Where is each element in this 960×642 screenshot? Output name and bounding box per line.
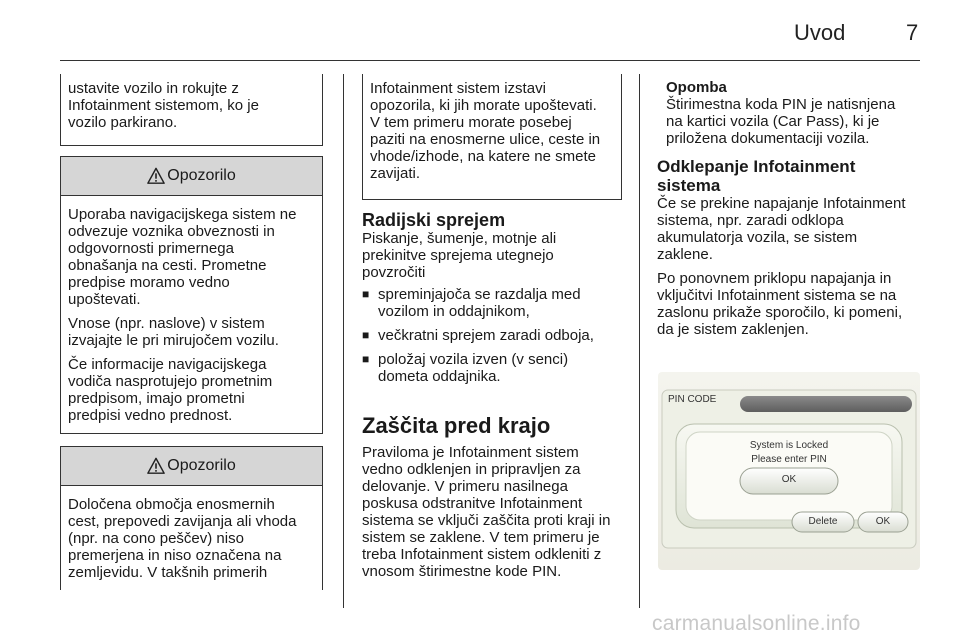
unlock-section [657, 157, 927, 338]
bullet-square-icon: ■ [362, 287, 370, 301]
theft-text: Praviloma je Infotainment sistem vedno odklenjen in pripravljen za delovanje. V primeru nasilnega poskusa odstranitve Infotainment sistema se vključi zaščita proti kraji in sistem se zaklene. V tem primeru je treba Infotainment sistem odkleniti z vnosom štirimestne kode PIN. [362, 444, 611, 580]
note-line: priložena dokumentaciji vozila. [666, 130, 870, 147]
warning-title: Opozorilo [167, 457, 236, 474]
pin-code-screen-illustration [658, 372, 920, 570]
watermark: carmanualsonline.info [652, 612, 861, 635]
radio-intro: Piskanje, šumenje, motnje ali prekinitve sprejema utegnejo povzročiti [362, 230, 557, 281]
ok-confirm-button[interactable]: OK [875, 516, 891, 527]
screen-prompt: Please enter PIN [751, 454, 827, 465]
list-item: ■ večkratni sprejem zaradi odboja, [362, 327, 594, 344]
screen-title: PIN CODE [668, 394, 717, 405]
bullet-square-icon: ■ [362, 328, 370, 342]
box-line: paziti na enosmerne ulice, ceste in [370, 131, 601, 148]
radio-heading: Radijski sprejem [362, 210, 506, 230]
intro-box [60, 74, 323, 146]
warning-text: Določena območja enosmernih cest, prepovedi zavijanja ali vhoda (npr. na cono peščev) niso premerjena in niso označena na zemljevidu. V takšnih primerih [68, 496, 297, 581]
warning-paragraph: Vnose (npr. naslove) v sistem izvajajte le pri mirujočem vozilu. [68, 315, 279, 349]
header-rule [60, 60, 920, 61]
page-title: Uvod [794, 20, 846, 45]
warning-header [61, 157, 322, 196]
intro-line: vozilo parkirano. [68, 114, 178, 131]
box-line: zavijati. [370, 165, 421, 182]
box-line: vhode/izhode, na katere ne smete [370, 148, 596, 165]
unlock-paragraph-2: Po ponovnem priklopu napajanja in vključitvi Infotainment sistema se na zaslonu prikaže sporočilo, ki pomeni, da je sistem zaklenjen. [657, 270, 903, 338]
column-rule-1 [343, 74, 344, 608]
radio-section [362, 211, 627, 392]
warning-title: Opozorilo [167, 167, 236, 184]
warning-triangle-icon [147, 167, 165, 185]
bullet-square-icon: ■ [362, 352, 370, 366]
box-line: opozorila, ki jih morate upoštevati. [370, 97, 597, 114]
warning-box-2 [60, 446, 323, 590]
theft-heading: Zaščita pred krajo [362, 413, 551, 438]
box-line: Infotainment sistem izstavi [370, 80, 546, 97]
delete-button[interactable]: Delete [808, 516, 838, 527]
warning-paragraph: Uporaba navigacijskega sistem ne odvezuje voznika obveznosti in odgovornosti primernega obnašanja na cesti. Prometne predpise moramo vedno upoštevati. [68, 206, 297, 308]
warning-header [61, 447, 322, 486]
list-item: ■ spreminjajoča se razdalja med vozilom in oddajnikom, [362, 286, 581, 320]
ok-button[interactable]: OK [781, 474, 797, 485]
intro-line: Infotainment sistemom, ko je [68, 97, 259, 114]
note-line: na kartici vozila (Car Pass), ki je [666, 113, 880, 130]
unlock-paragraph-1: Če se prekine napajanje Infotainment sistema, npr. zaradi odklopa akumulatorja vozila, se sistem zaklene. [657, 195, 906, 263]
box-line: V tem primeru morate posebej [370, 114, 572, 131]
warning-paragraph: Če informacije navigacijskega vodiča nasprotujejo prometnim predpisom, imajo prometni predpisi vedno prednost. [68, 356, 273, 424]
warning-box-1 [60, 156, 323, 434]
note-line: Štirimestna koda PIN je natisnjena [666, 96, 896, 113]
intro-line: ustavite vozilo in rokujte z [68, 80, 239, 97]
note-section [666, 79, 926, 147]
column-rule-2 [639, 74, 640, 608]
list-item: ■ položaj vozila izven (v senci) dometa oddajnika. [362, 351, 569, 385]
warning-triangle-icon [147, 457, 165, 475]
warning-continued-box [362, 74, 622, 200]
page-number: 7 [906, 20, 919, 45]
theft-section [362, 414, 630, 580]
note-label: Opomba [666, 79, 727, 96]
unlock-heading: Odklepanje Infotainment sistema [657, 157, 856, 195]
screen-locked-message: System is Locked [749, 440, 829, 451]
radio-bullet-list [362, 286, 627, 385]
